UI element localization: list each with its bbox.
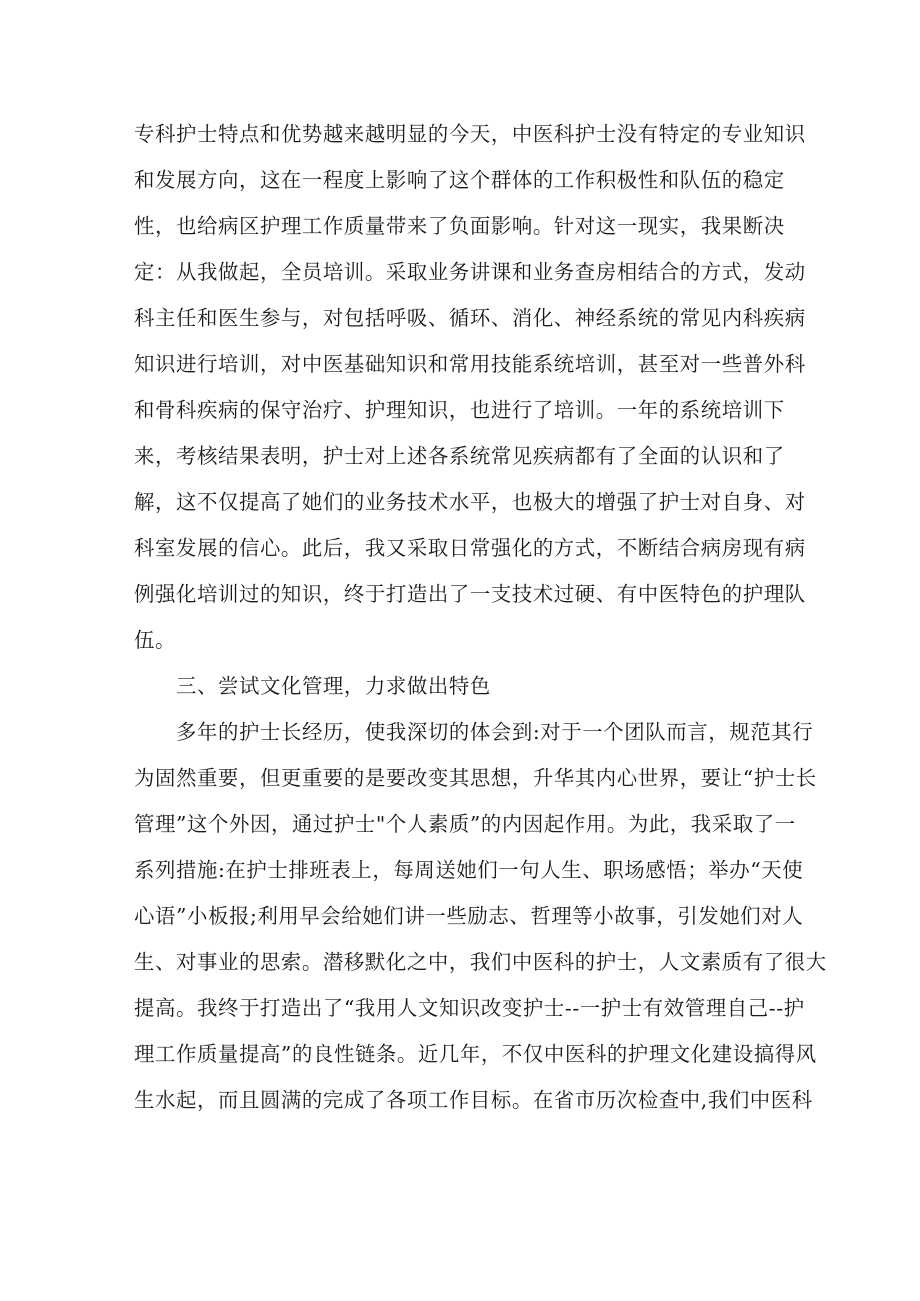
text-line: 管理”这个外因，通过护士"个人素质”的内因起作用。为此，我采取了一 [134, 812, 796, 836]
text-line: 生、对事业的思索。潜移默化之中，我们中医科的护士，人文素质有了很大 [134, 950, 827, 974]
text-line: 系列措施:在护士排班表上，每周送她们一句人生、职场感悟；举办“天使 [134, 858, 804, 882]
text-line: 例强化培训过的知识，终于打造出了一支技术过硬、有中医特色的护理队 [134, 582, 806, 606]
text-line: 和发展方向，这在一程度上影响了这个群体的工作积极性和队伍的稳定 [134, 168, 785, 192]
text-line: 心语”小板报;利用早会给她们讲一些励志、哲理等小故事，引发她们对人 [134, 904, 804, 928]
text-line: 为固然重要，但更重要的是要改变其思想，升华其内心世界，要让“护士长 [134, 766, 817, 790]
text-line: 生水起，而且圆满的完成了各项工作目标。在省市历次检查中,我们中医科 [134, 1088, 813, 1112]
text-line: 科室发展的信心。此后，我又采取日常强化的方式，不断结合病房现有病 [134, 536, 806, 560]
text-line: 提高。我终于打造出了“我用人文知识改变护士--一护士有效管理自己--护 [134, 996, 805, 1020]
text-line: 理工作质量提高”的良性链条。近几年，不仅中医科的护理文化建设搞得风 [134, 1042, 817, 1066]
section-heading: 三、尝试文化管理，力求做出特色 [176, 674, 491, 698]
text-line: 和骨科疾病的保守治疗、护理知识，也进行了培训。一年的系统培训下 [134, 398, 785, 422]
text-line: 伍。 [134, 628, 176, 652]
text-line: 解，这不仅提高了她们的业务技术水平，也极大的增强了护士对自身、对 [134, 490, 806, 514]
text-line: 专科护士特点和优势越来越明显的今天，中医科护士没有特定的专业知识 [134, 122, 806, 146]
text-line: 知识进行培训，对中医基础知识和常用技能系统培训，甚至对一些普外科 [134, 352, 806, 376]
text-line: 来，考核结果表明，护士对上述各系统常见疾病都有了全面的认识和了 [134, 444, 785, 468]
text-line: 科主任和医生参与，对包括呼吸、循环、消化、神经系统的常见内科疾病 [134, 306, 806, 330]
text-line: 多年的护士长经历，使我深切的体会到:对于一个团队而言，规范其行 [176, 720, 814, 744]
text-line: 性，也给病区护理工作质量带来了负面影响。针对这一现实，我果断决 [134, 214, 785, 238]
text-line: 定：从我做起，全员培训。采取业务讲课和业务查房相结合的方式，发动 [134, 260, 806, 284]
